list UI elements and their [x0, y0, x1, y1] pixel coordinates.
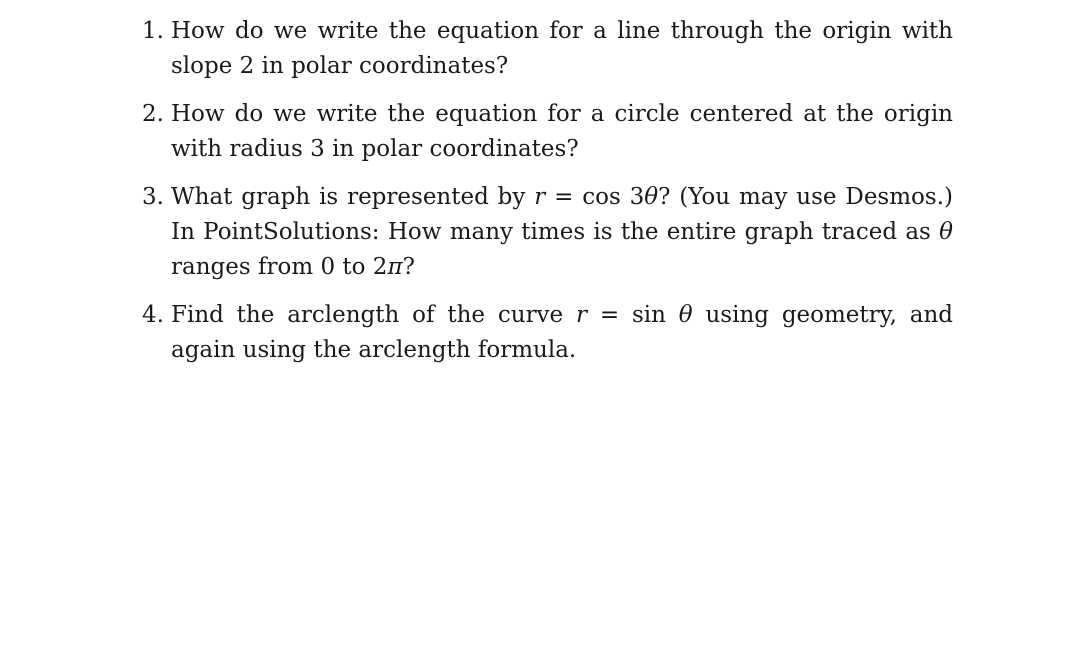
question-item [142, 180, 953, 285]
question-text-part: using geometry, and again using the arclength formula. [171, 302, 953, 363]
math-variable-r: r [576, 302, 588, 328]
math-equals: = [545, 184, 583, 210]
math-symbol-pi: π [387, 254, 403, 280]
question-text-part: ranges from 0 to 2 [171, 254, 388, 280]
math-equals: = [587, 302, 632, 328]
question-text-part: How do we write the equation for a line through the origin with slope 2 in polar coordinates? [171, 18, 953, 79]
math-variable-theta: θ [644, 184, 659, 210]
question-text-part: What graph is represented by [171, 184, 535, 210]
question-item [142, 14, 953, 84]
question-text [171, 14, 953, 84]
question-number: 1. [142, 18, 164, 44]
question-text [171, 180, 953, 285]
math-variable-theta: θ [678, 302, 693, 328]
question-text [171, 298, 953, 368]
question-number: 2. [142, 101, 164, 127]
math-function-sin: sin [631, 302, 679, 328]
question-text-part: Find the arclength of the curve [171, 302, 577, 328]
math-variable-r: r [534, 184, 546, 210]
question-text [171, 97, 953, 167]
question-text-part: How do we write the equation for a circle centered at the origin with radius 3 in polar coordinates? [171, 101, 953, 162]
question-number: 4. [142, 302, 164, 328]
question-item [142, 97, 953, 167]
document-page [142, 14, 953, 381]
math-variable-theta: θ [939, 219, 953, 245]
question-text-part: ? [402, 254, 415, 280]
question-text-part: ? (You may use Desmos.) In PointSolutions: How many times is the entire graph traced as [171, 184, 953, 245]
question-number: 3. [142, 184, 164, 210]
math-function-cos: cos 3 [582, 184, 645, 210]
question-item [142, 298, 953, 368]
